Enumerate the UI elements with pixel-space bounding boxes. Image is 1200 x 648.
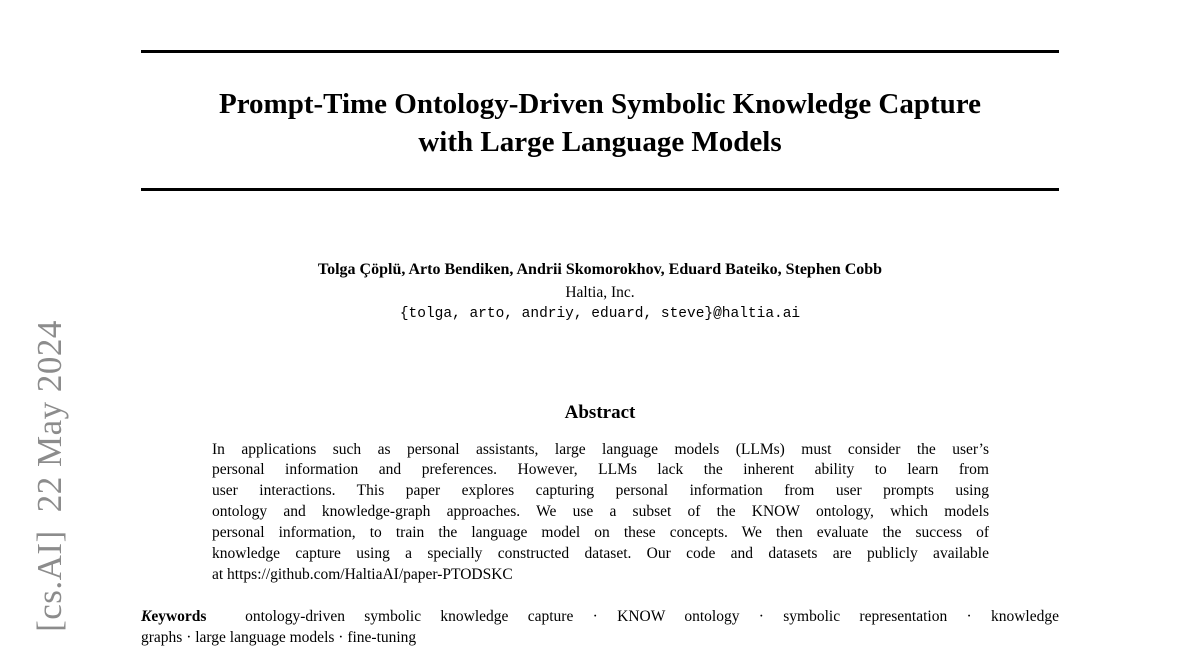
- abstract-line: user interactions. This paper explores capturing personal information from user prompts using: [212, 482, 989, 499]
- keywords-label: Keywords: [141, 608, 207, 625]
- abstract-line: personal information, to train the language model on these concepts. We then evaluate the success of: [212, 524, 989, 541]
- author-list: Tolga Çöplü, Arto Bendiken, Andrii Skomorokhov, Eduard Bateiko, Stephen Cobb: [317, 261, 883, 278]
- abstract-line: personal information and preferences. However, LLMs lack the inherent ability to learn from: [212, 461, 989, 478]
- abstract-heading: Abstract: [564, 402, 636, 423]
- title-bottom-rule: [141, 188, 1059, 191]
- abstract-line: ontology and knowledge-graph approaches. We use a subset of the KNOW ontology, which models: [212, 503, 989, 520]
- affiliation: Haltia, Inc.: [565, 284, 635, 301]
- keywords-line-1: [141, 607, 1059, 627]
- paper-title-line-1: Prompt-Time Ontology-Driven Symbolic Knowledge Capture: [218, 88, 982, 120]
- keywords-text: ontology-driven symbolic knowledge capture · KNOW ontology · symbolic representation · knowledge: [245, 608, 1059, 625]
- keywords-line-2: graphs · large language models · fine-tuning: [141, 629, 417, 646]
- title-top-rule: [141, 50, 1059, 53]
- arxiv-watermark: [30, 320, 70, 632]
- author-emails: {tolga, arto, andriy, eduard, steve}@haltia.ai: [399, 306, 801, 322]
- arxiv-category: [cs.AI]: [30, 530, 69, 632]
- abstract-line: In applications such as personal assistants, large language models (LLMs) must consider the user’s: [212, 441, 989, 458]
- abstract-line: knowledge capture using a specially constructed dataset. Our code and datasets are publicly available: [212, 545, 989, 562]
- paper-title-line-2: with Large Language Models: [418, 126, 782, 158]
- arxiv-date: 22 May 2024: [30, 320, 69, 513]
- abstract-line-link[interactable]: at https://github.com/HaltiaAI/paper-PTODSKC: [212, 566, 513, 583]
